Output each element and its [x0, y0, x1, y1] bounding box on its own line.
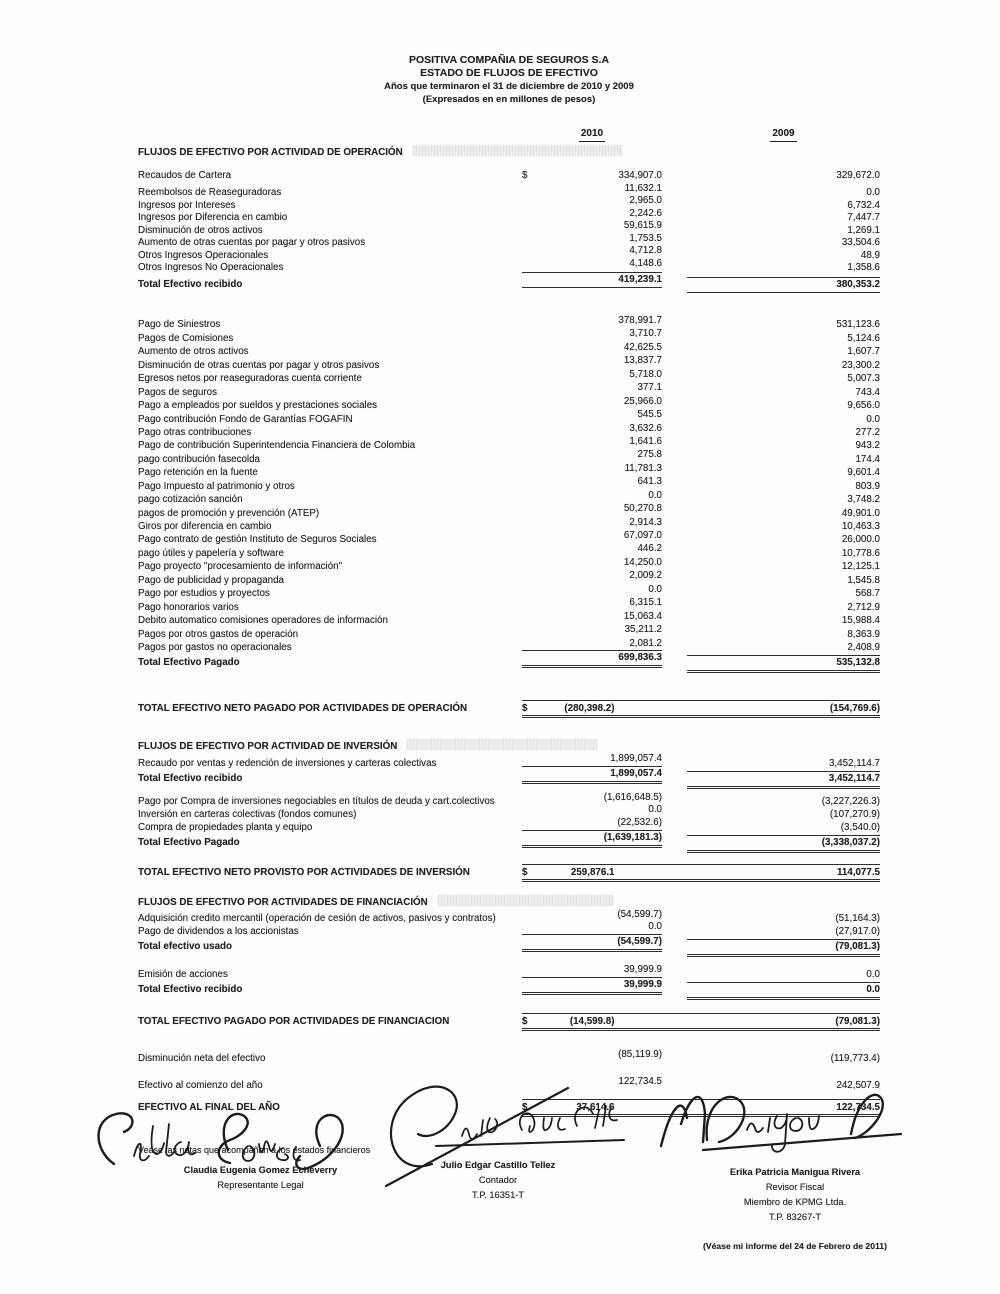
statement-units: (Expresados en en millones de pesos) — [422, 94, 596, 105]
value-2010: 259,876.1 — [570, 866, 615, 878]
value-2010: 419,239.1 — [618, 274, 662, 285]
value-2010: 2,081.2 — [629, 637, 662, 649]
value-2009: 0.0 — [866, 187, 880, 198]
value-2009: 7,447.7 — [847, 212, 880, 223]
value-2010: (54,599.7) — [617, 908, 662, 920]
value-2010: 4,148.6 — [629, 257, 662, 269]
statement-row — [138, 170, 880, 183]
currency-symbol: $ — [522, 170, 528, 181]
row-label: Total Efectivo Pagado — [138, 836, 240, 848]
value-2009: 9,656.0 — [847, 400, 880, 412]
value-2009: (119,773.4) — [830, 1053, 880, 1065]
value-2009: 1,545.8 — [847, 574, 880, 586]
row-label: Pago honorarios varios — [138, 601, 239, 613]
scan-smudge — [413, 145, 623, 156]
value-2010: 378,991.7 — [618, 315, 662, 326]
value-2009: (107,270.9) — [829, 809, 880, 821]
section-title: FLUJOS DE EFECTIVO POR ACTIVIDAD DE OPERACIÓN — [138, 147, 403, 158]
net-decrease-row — [138, 1048, 880, 1065]
signer-firm: Miembro de KPMG Ltda. — [743, 1197, 847, 1207]
value-2010: 699,836.3 — [618, 651, 662, 663]
signer-tp: T.P. 83267-T — [768, 1212, 822, 1222]
value-2009: 49,901.0 — [841, 507, 880, 519]
value-2010: 545.5 — [637, 409, 662, 421]
value-2009: (79,081.3) — [835, 1015, 880, 1027]
signer-title: Revisor Fiscal — [765, 1182, 825, 1192]
signer-tp: T.P. 16351-T — [471, 1190, 525, 1200]
currency-symbol — [522, 258, 542, 271]
value-2010: 1,753.5 — [629, 232, 662, 244]
value-2010: 446.2 — [637, 543, 662, 555]
value-2010: (1,616,648.5) — [603, 791, 662, 803]
value-2009: 0.0 — [866, 413, 880, 425]
signer-name: Erika Patricia Manigua Rivera — [729, 1167, 861, 1177]
value-2010: 39,999.9 — [623, 978, 662, 990]
currency-symbol — [522, 233, 542, 246]
value-2009: 8,363.9 — [847, 628, 880, 640]
value-2010: 334,907.0 — [618, 170, 662, 181]
operacion-receipts-list — [138, 170, 880, 273]
currency-symbol: $ — [522, 1015, 528, 1027]
row-label: Pago de dividendos a los accionistas — [138, 926, 299, 938]
row-label: Pago contribución Fondo de Garantías FOGAFIN — [138, 413, 353, 425]
row-label: Recaudos de Cartera — [138, 170, 232, 181]
value-2009: 3,748.2 — [847, 494, 880, 506]
value-2009: 568.7 — [855, 588, 880, 600]
value-2009: 277.2 — [855, 426, 880, 438]
statement-period: Años que terminaron el 31 de diciembre de 2010 y 2009 — [384, 81, 634, 92]
section-title: FLUJOS DE EFECTIVO POR ACTIVIDAD DE INVERSIÓN — [138, 740, 398, 752]
value-2009: 0.0 — [687, 982, 880, 1000]
year-columns — [138, 128, 880, 142]
value-2010: 0.0 — [648, 804, 662, 816]
value-2009: (3,227,226.3) — [821, 796, 880, 808]
row-label: Total Efectivo recibido — [138, 279, 243, 290]
auditor-report-note: (Véase mi informe del 24 de Febrero de 2011) — [703, 1241, 887, 1251]
row-label: Efectivo al comienzo del año — [138, 1080, 263, 1092]
value-2010: (54,599.7) — [617, 936, 662, 948]
row-label: Pago otras contribuciones — [138, 426, 252, 438]
statement-row — [138, 791, 880, 808]
value-2010: 6,315.1 — [629, 597, 662, 609]
row-label: EFECTIVO AL FINAL DEL AÑO — [138, 1102, 280, 1114]
currency-symbol — [522, 195, 542, 208]
value-2009: 5,007.3 — [847, 373, 880, 385]
row-label: Pago retención en la fuente — [138, 467, 258, 479]
value-2009: 743.4 — [855, 386, 880, 398]
value-2009: (3,338,037.2) — [687, 835, 880, 853]
row-label: pago cotización sanción — [138, 494, 243, 506]
row-label: TOTAL EFECTIVO NETO PROVISTO POR ACTIVIDADES DE INVERSIÓN — [138, 867, 470, 879]
company-name: POSITIVA COMPAÑIA DE SEGUROS S.A — [408, 54, 610, 66]
row-label: Otros Ingresos No Operacionales — [138, 262, 284, 273]
row-label: pagos de promoción y prevención (ATEP) — [138, 507, 320, 519]
scan-smudge — [407, 739, 597, 750]
row-label: Aumento de otras cuentas por pagar y otros pasivos — [138, 237, 366, 248]
value-2010: 1,641.6 — [629, 435, 662, 447]
row-label: TOTAL EFECTIVO NETO PAGADO POR ACTIVIDADES DE OPERACIÓN — [138, 703, 468, 715]
section-financiacion-header — [138, 894, 880, 907]
value-2010: 50,270.8 — [623, 503, 662, 515]
value-2010: 37,614.6 — [576, 1101, 615, 1113]
net-total-inversion — [138, 864, 880, 882]
value-2009: (27,917.0) — [835, 926, 880, 938]
value-2009: 114,077.5 — [836, 866, 880, 878]
document-header — [138, 0, 880, 106]
value-2010: 11,632.1 — [624, 182, 662, 194]
scan-smudge — [438, 895, 613, 906]
row-label: Pago por Compra de inversiones negociables en títulos de deuda y cart.colectivos — [138, 796, 495, 808]
value-2009: 2,408.9 — [847, 641, 880, 653]
value-2009: (79,081.3) — [687, 939, 880, 957]
value-2010: 25,966.0 — [623, 395, 662, 407]
financiacion-received-list — [138, 964, 880, 980]
row-label: Ingresos por Diferencia en cambio — [138, 212, 288, 223]
row-label: Pagos por gastos no operacionales — [138, 641, 292, 653]
value-2009: 122,734.5 — [836, 1101, 880, 1113]
value-2010: 35,211.2 — [624, 624, 662, 636]
value-2009: 12,125.1 — [841, 561, 880, 573]
value-2010: 3,632.6 — [629, 422, 662, 434]
column-header-2010: 2010 — [579, 128, 605, 142]
value-2010: 14,250.0 — [623, 556, 662, 568]
row-label: Pago de publicidad y propaganda — [138, 574, 284, 586]
value-2010: 4,712.8 — [629, 245, 662, 256]
row-label: pago contribución fasecolda — [138, 453, 261, 465]
value-2010: 15,063.4 — [623, 610, 662, 622]
row-label: Pago a empleados por sueldos y prestaciones sociales — [138, 400, 378, 412]
value-2009: (51,164.3) — [835, 913, 880, 925]
row-label: Pagos de seguros — [138, 386, 217, 398]
operacion-payments-list — [138, 314, 880, 653]
value-2010: 377.1 — [637, 382, 662, 394]
section-inversion-header — [138, 738, 880, 751]
value-2009: 535,132.8 — [687, 655, 880, 673]
value-2010: (280,398.2) — [564, 702, 615, 714]
value-2009: 15,988.4 — [841, 615, 880, 627]
value-2009: 10,463.3 — [841, 521, 880, 533]
currency-symbol: $ — [522, 1101, 528, 1113]
row-label: Reembolsos de Reaseguradoras — [138, 187, 282, 198]
financiacion-used-list — [138, 908, 880, 938]
currency-symbol — [522, 245, 542, 258]
value-2010: 275.8 — [637, 449, 662, 461]
value-2010: 13,837.7 — [623, 355, 662, 367]
signer-title: Representante Legal — [217, 1180, 304, 1190]
value-2009: (3,540.0) — [840, 821, 880, 833]
signer-block-claudia — [128, 1163, 393, 1193]
value-2010: 39,999.9 — [623, 964, 662, 976]
row-label: Pago contrato de gestión Instituto de Seguros Sociales — [138, 534, 377, 546]
currency-symbol: $ — [522, 702, 528, 714]
section-title: FLUJOS DE EFECTIVO POR ACTIVIDADES DE FINANCIACIÓN — [138, 896, 428, 908]
row-label: Pago de Siniestros — [138, 319, 221, 331]
currency-symbol — [522, 183, 542, 196]
column-header-2009: 2009 — [770, 128, 796, 142]
row-label: Compra de propiedades planta y equipo — [138, 821, 313, 833]
value-2009: 0.0 — [866, 968, 880, 980]
net-total-operacion — [138, 700, 880, 718]
row-label: Debito automatico comisiones operadores de información — [138, 615, 388, 627]
value-2009: 2,712.9 — [847, 601, 880, 613]
value-2009: 1,358.6 — [847, 262, 880, 273]
row-label: Otros Ingresos Operacionales — [138, 249, 269, 261]
value-2010: 1,899,057.4 — [610, 752, 662, 764]
row-label: Total Efectivo recibido — [138, 983, 243, 995]
value-2009: 943.2 — [855, 440, 880, 452]
value-2009: 242,507.9 — [836, 1080, 880, 1092]
statement-row — [138, 314, 880, 331]
row-label: Total efectivo usado — [138, 941, 232, 953]
value-2009: 803.9 — [855, 480, 880, 492]
statement-title: ESTADO DE FLUJOS DE EFECTIVO — [420, 67, 598, 79]
value-2009: 1,607.7 — [847, 346, 880, 358]
value-2009: 174.4 — [855, 453, 880, 465]
row-label: Pago de contribución Superintendencia Financiera de Colombia — [138, 440, 416, 452]
statement-body — [138, 0, 880, 1155]
value-2010: 11,781.3 — [624, 462, 662, 474]
row-label: Total Efectivo recibido — [138, 772, 243, 784]
row-label: TOTAL EFECTIVO PAGADO POR ACTIVIDADES DE FINANCIACION — [138, 1016, 450, 1028]
row-label: Egresos netos por reaseguradoras cuenta corriente — [138, 373, 362, 385]
value-2009: 26,000.0 — [841, 534, 880, 546]
value-2010: (14,599.8) — [569, 1015, 615, 1027]
row-label: Pago proyecto "procesamiento de información" — [138, 561, 343, 573]
value-2009: 6,732.4 — [847, 199, 880, 211]
value-2009: 329,672.0 — [836, 170, 880, 181]
currency-symbol — [522, 220, 542, 233]
statement-row — [138, 183, 880, 196]
value-2010: 2,914.3 — [629, 516, 662, 528]
value-2009: 531,123.6 — [836, 319, 880, 331]
value-2010: 59,615.9 — [623, 220, 662, 231]
financial-notes-reference: Veáse las notas que acompañan a los estados financieros — [138, 1144, 371, 1155]
row-label: Inversión en carteras colectivas (fondos comunes) — [138, 809, 357, 821]
statement-row — [138, 908, 880, 925]
signer-block-julio — [378, 1158, 618, 1203]
statement-row — [138, 964, 880, 980]
row-label: Pagos por otros gastos de operación — [138, 628, 299, 640]
signer-title: Contador — [478, 1175, 518, 1185]
row-label: Pago Impuesto al patrimonio y otros — [138, 480, 295, 492]
currency-symbol — [522, 208, 542, 221]
value-2009: (154,769.6) — [829, 702, 880, 714]
value-2010: 2,242.6 — [629, 207, 662, 219]
value-2009: 10,778.6 — [841, 547, 880, 559]
signer-name: Claudia Eugenia Gomez Echeverry — [183, 1165, 338, 1175]
value-2009: 3,452,114.7 — [828, 757, 880, 769]
inversion-receipts-list — [138, 752, 880, 769]
row-label: Recaudo por ventas y redención de inversiones y carteras colectivas — [138, 757, 437, 769]
row-label: pago útiles y papelería y software — [138, 547, 284, 559]
value-2009: 1,269.1 — [847, 224, 880, 236]
inversion-payments-list — [138, 791, 880, 833]
row-label: Pago por estudios y proyectos — [138, 588, 270, 600]
value-2010: 3,710.7 — [629, 328, 662, 340]
value-2010: 0.0 — [648, 583, 662, 595]
value-2010: 122,734.5 — [618, 1075, 662, 1087]
value-2009: 5,124.6 — [847, 332, 880, 344]
value-2009: 33,504.6 — [841, 237, 880, 248]
value-2010: 42,625.5 — [623, 341, 662, 353]
row-label: Giros por diferencia en cambio — [138, 521, 272, 533]
signer-name: Julio Edgar Castillo Tellez — [440, 1160, 556, 1170]
value-2010: (1,639,181.3) — [603, 831, 662, 843]
value-2009: 9,601.4 — [847, 467, 880, 479]
value-2009: 3,452,114.7 — [687, 771, 880, 789]
row-label: Pagos de Comisiones — [138, 332, 234, 344]
value-2010: 2,965.0 — [629, 195, 662, 206]
row-label: Disminución de otras cuentas por pagar y otros pasivos — [138, 359, 380, 371]
row-label: Ingresos por Intereses — [138, 199, 236, 211]
row-label: Disminución de otros activos — [138, 224, 263, 236]
row-label: Aumento de otros activos — [138, 346, 249, 358]
value-2010: (22,532.6) — [617, 817, 662, 828]
value-2009: 48.9 — [860, 249, 880, 261]
statement-row — [138, 752, 880, 769]
signer-block-erika — [670, 1165, 920, 1254]
value-2009: 380,353.2 — [687, 277, 880, 293]
value-2010: 641.3 — [637, 476, 662, 488]
value-2010: 0.0 — [648, 921, 662, 933]
row-label: Emisión de acciones — [138, 968, 228, 980]
row-label: Adquisición credito mercantil (operación de cesión de activos, pasivos y contratos) — [138, 913, 496, 925]
value-2010: 1,899,057.4 — [610, 767, 662, 779]
section-operacion-header — [138, 144, 880, 157]
row-label: Total Efectivo Pagado — [138, 656, 240, 668]
value-2010: 0.0 — [648, 489, 662, 501]
value-2010: (85,119.9) — [618, 1048, 662, 1060]
net-total-financiacion — [138, 1013, 880, 1031]
value-2010: 5,718.0 — [629, 368, 662, 380]
currency-symbol: $ — [522, 866, 528, 878]
row-label: Disminución neta del efectivo — [138, 1053, 266, 1065]
value-2010: 2,009.2 — [629, 570, 662, 582]
value-2010: 67,097.0 — [623, 530, 662, 541]
value-2009: 23,300.2 — [841, 359, 880, 371]
